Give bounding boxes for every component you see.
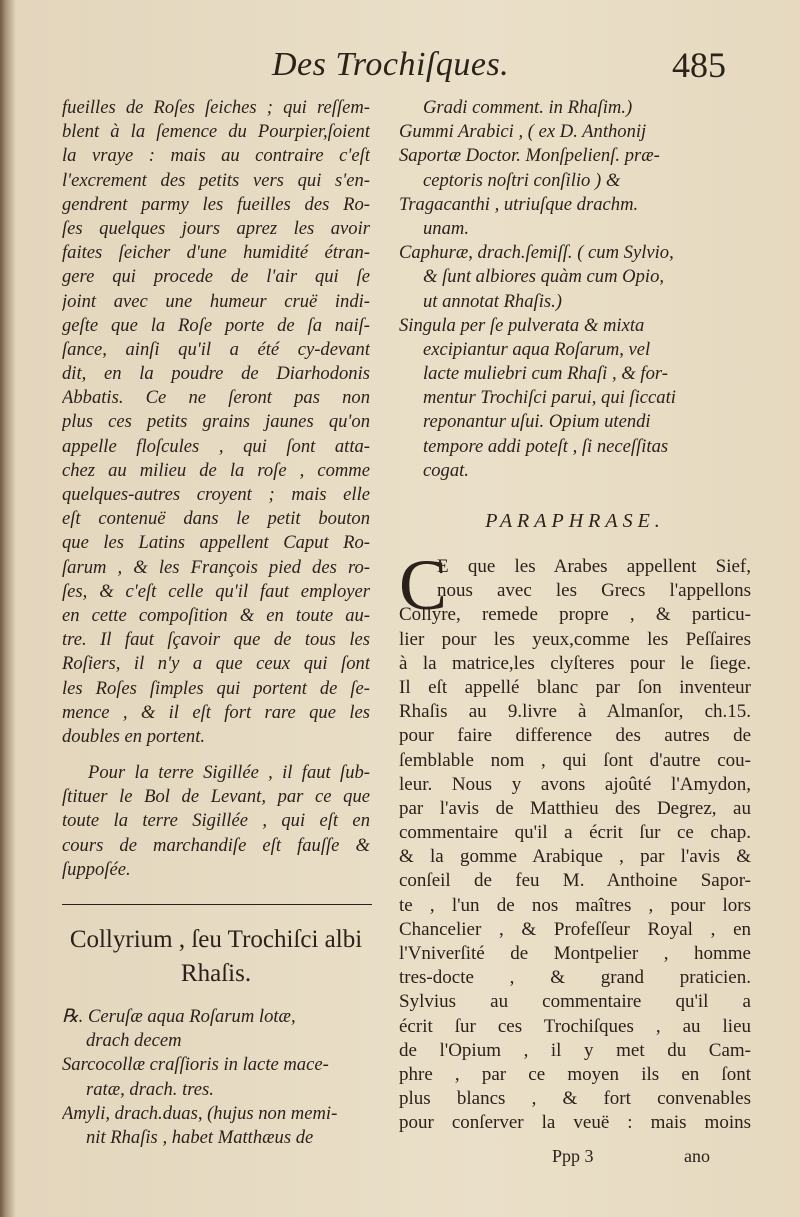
text-line: Abbatis. Ce ne ſeront pas non — [62, 387, 370, 409]
section-heading-line-1: Collyrium , ſeu Trochiſci albi — [69, 926, 363, 953]
text-line: en cette compoſition & en toute au- — [62, 604, 370, 626]
text-line: l'excrement des petits vers qui s'en- — [62, 169, 370, 191]
text-line: Roſiers, il n'y a que ceux qui ſont — [62, 653, 370, 675]
text-line: à la matrice,les clyſteres pour le ſiege. — [399, 652, 751, 674]
text-line: par l'avis de Matthieu des Degrez, au — [399, 797, 751, 819]
section-heading — [62, 923, 370, 991]
text-line: faites ſeicher d'une humidité étran- — [62, 242, 370, 264]
text-line: pour faire difference des autres de — [399, 725, 751, 747]
recipe-line: Amyli, drach.duas, (hujus non memi- — [62, 1102, 338, 1124]
text-line: fueilles de Roſes ſeiches ; qui reſſem- — [62, 97, 370, 118]
text-line: gere qui procede de l'air qui ſe — [62, 266, 370, 288]
recipe-line: excipiantur aqua Roſarum, vel — [423, 338, 651, 360]
text-line: Sylvius au commentaire qu'il a — [399, 991, 751, 1013]
recipe-line: Caphuræ, drach.ſemiſſ. ( cum Sylvio, — [399, 242, 674, 264]
text-line: quelques-autres croyent ; mais elle — [62, 484, 370, 505]
recipe-line: Sarcocollæ craſſioris in lacte mace- — [62, 1054, 329, 1076]
text-line: nous avec les Grecs l'appellons — [437, 580, 751, 602]
text-line: E que les Arabes appellent Sief, — [437, 556, 751, 577]
text-line: phre , par ce moyen ils en ſont — [399, 1063, 751, 1085]
text-line: joint avec une humeur cruë indi- — [62, 290, 370, 312]
text-line: te , l'un de nos maîtres , pour lors — [399, 894, 751, 916]
text-line: & la gomme Arabique , par l'avis & — [399, 846, 751, 868]
text-line: ſemblable nom , qui ſont d'autre cou- — [399, 749, 751, 771]
paraphrase-heading: PARAPHRASE. — [485, 510, 665, 532]
text-line: ſance, ainſi qu'il a été cy-devant — [62, 338, 370, 360]
text-line: leur. Nous y avons ajoûté l'Amydon, — [399, 773, 751, 795]
paraphrase-body — [399, 545, 751, 1136]
left-text-block — [62, 96, 370, 749]
text-line: blent à la ſemence du Pourpier,ſoient — [62, 121, 370, 143]
text-line: ſtituer le Bol de Levant, par ce que — [62, 786, 370, 808]
text-line: geſte que la Roſe porte de ſa naiſ- — [62, 314, 370, 336]
text-line: plus ces petits grains jaunes qu'on — [62, 411, 370, 433]
text-line: commentaire qu'il a écrit ſur ce chap. — [399, 822, 751, 844]
running-title: Des Trochiſques. — [272, 46, 510, 83]
text-line: tres-docte , & grand praticien. — [399, 967, 751, 989]
recipe-line: ratæ, drach. tres. — [86, 1078, 214, 1100]
section-heading-line-2: Rhaſis. — [180, 960, 252, 987]
recipe-line: Tragacanthi , utriuſque drachm. — [399, 193, 639, 215]
recipe-line: Singula per ſe pulverata & mixta — [399, 314, 645, 336]
recipe-line: ℞. Ceruſæ aqua Roſarum lotæ, — [62, 1006, 296, 1027]
signature-mark: Ppp 3 — [552, 1146, 594, 1166]
text-line: toute la terre Sigillée , qui eſt en — [62, 810, 370, 832]
recipe-line: drach decem — [86, 1030, 182, 1052]
recipe-continuation — [399, 96, 751, 483]
drop-cap: C — [399, 545, 448, 625]
text-line: la vraye : mais au contraire c'eſt — [62, 145, 370, 167]
paraphrase-first-lines — [399, 555, 751, 603]
recipe-line: cogat. — [423, 459, 469, 481]
text-line: pour conſerver la veuë : mais moins — [399, 1112, 751, 1134]
running-header — [0, 44, 800, 94]
recipe-line: reponantur uſui. Opium utendi — [423, 411, 651, 433]
terre-sigillee-paragraph — [62, 761, 370, 882]
text-line: ſes, & c'eſt celle qu'il faut employer — [62, 580, 370, 602]
text-line: ſuppoſée. — [62, 858, 131, 880]
text-line: conſeil de feu M. Anthoine Sapor- — [399, 870, 751, 892]
text-line: Rhaſis au 9.livre à Almanſor, ch.15. — [399, 701, 751, 723]
text-line: écrit ſur ces Trochiſques , au lieu — [399, 1015, 751, 1037]
text-line: chez au milieu de la roſe , comme — [62, 459, 370, 481]
page-number: 485 — [672, 45, 726, 85]
recipe-line: tempore addi poteſt , ſi neceſſitas — [423, 435, 669, 457]
paraphrase-text — [399, 603, 751, 1135]
text-line: les Roſes ſimples qui portent de ſe- — [62, 677, 370, 699]
recipe-line: unam. — [423, 217, 469, 239]
recipe-line: lacte muliebri cum Rhaſi , & for- — [423, 363, 668, 385]
section-divider — [62, 904, 372, 905]
text-line: de l'Opium , il y met du Cam- — [399, 1039, 751, 1061]
left-column — [62, 96, 370, 1150]
recipe-list — [62, 1005, 370, 1150]
recipe-line: & ſunt albiores quàm cum Opio, — [423, 266, 665, 288]
text-line: Chancelier , & Profeſſeur Royal , en — [399, 918, 751, 940]
right-column — [399, 96, 751, 483]
text-line: mence , & il eſt fort rare que les — [62, 701, 370, 723]
text-line: lier pour les yeux,comme les Peſſaires — [399, 628, 751, 650]
text-line: ſes quelques jours aprez les avoir — [62, 217, 370, 239]
text-line: tre. Il faut ſçavoir que de tous les — [62, 629, 370, 651]
catchword: ano — [684, 1146, 710, 1166]
recipe-line: mentur Trochiſci parui, qui ſiccati — [423, 387, 676, 409]
text-line: l'Vniverſité de Montpelier , homme — [399, 943, 751, 964]
text-line: doubles en portent. — [62, 725, 206, 747]
text-line: dit, en la poudre de Diarhodonis — [62, 363, 370, 385]
text-line: que les Latins appellent Caput Ro- — [62, 532, 370, 554]
recipe-line: Gummi Arabici , ( ex D. Anthonij — [399, 121, 647, 143]
recipe-line: Saportæ Doctor. Monſpelienſ. præ- — [399, 145, 660, 167]
recipe-line: nit Rhaſis , habet Matthæus de — [86, 1126, 314, 1148]
text-line: appelle floſcules , qui ſont atta- — [62, 435, 370, 457]
recipe-line: ut annotat Rhaſis.) — [423, 290, 562, 312]
text-line: ſarum , & les François pied des ro- — [62, 556, 370, 578]
text-line: Collyre, remede propre , & particu- — [399, 604, 751, 626]
text-line: Il eſt appellé blanc par ſon inventeur — [399, 676, 751, 698]
text-line: Pour la terre Sigillée , il faut ſub- — [88, 762, 370, 784]
text-line: cours de marchandiſe eſt fauſſe & — [62, 834, 370, 856]
recipe-line: Gradi comment. in Rhaſim.) — [423, 97, 633, 118]
text-line: gendrent parmy les fueilles des Ro- — [62, 193, 370, 215]
recipe-line: ceptoris noſtri conſilio ) & — [423, 169, 621, 191]
text-line: eſt contenuë dans le petit bouton — [62, 508, 370, 530]
text-line: plus blancs , & fort convenables — [399, 1088, 751, 1110]
